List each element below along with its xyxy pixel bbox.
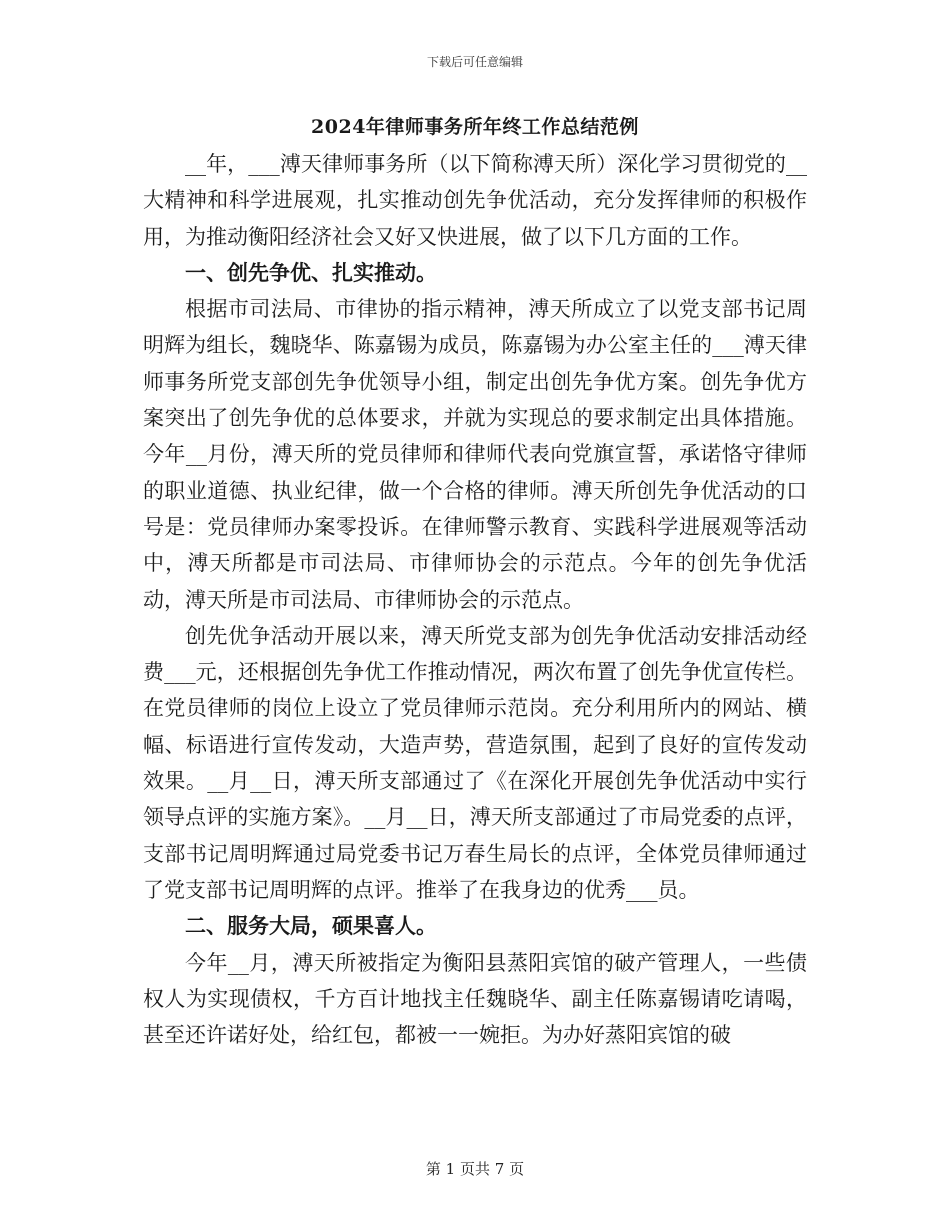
body-paragraph: 创先优争活动开展以来，溥天所党支部为创先争优活动安排活动经费___元，还根据创先争优工作推动情况，两次布置了创先争优宣传栏。在党员律师的岗位上设立了党员律师示范岗。充分利用所内的网站、横幅、标语进行宣传发动，大造声势，营造氛围，起到了良好的宣传发动效果。__月__日，溥天所支部通过了《在深化开展创先争优活动中实行领导点评的实施方案》。__月__日，溥天所支部通过了市局党委的点评，支部书记周明辉通过局党委书记万春生局长的点评，全体党员律师通过了党支部书记周明辉的点评。推举了在我身边的优秀___员。 xyxy=(143,623,807,902)
intro-paragraph: __年，___溥天律师事务所（以下简称溥天所）深化学习贯彻党的__大精神和科学进展观，扎实推动创先争优活动，充分发挥律师的积极作用，为推动衡阳经济社会又好又快进展，做了以下几方面的工作。 xyxy=(143,152,807,249)
section-heading-1: 一、创先争优、扎实推动。 xyxy=(185,259,437,285)
header-note: 下载后可任意编辑 xyxy=(426,55,523,69)
document-body xyxy=(143,146,807,1053)
body-paragraph: 根据市司法局、市律协的指示精神，溥天所成立了以党支部书记周明辉为组长，魏晓华、陈嘉锡为成员，陈嘉锡为办公室主任的___溥天律师事务所党支部创先争优领导小组，制定出创先争优方案。创先争优方案突出了创先争优的总体要求，并就为实现总的要求制定出具体措施。今年__月份，溥天所的党员律师和律师代表向党旗宣誓，承诺恪守律师的职业道德、执业纪律，做一个合格的律师。溥天所创先争优活动的口号是：党员律师办案零投诉。在律师警示教育、实践科学进展观等活动中，溥天所都是市司法局、市律师协会的示范点。今年的创先争优活动，溥天所是市司法局、市律师协会的示范点。 xyxy=(143,297,807,612)
section-heading-2: 二、服务大局，硕果喜人。 xyxy=(185,913,437,939)
page-number-footer: 第 1 页共 7 页 xyxy=(425,1160,525,1178)
body-paragraph: 今年__月，溥天所被指定为衡阳县蒸阳宾馆的破产管理人，一些债权人为实现债权，千方百计地找主任魏晓华、副主任陈嘉锡请吃请喝，甚至还许诺好处，给红包，都被一一婉拒。为办好蒸阳宾馆的破 xyxy=(143,950,807,1048)
document-title: 2024年律师事务所年终工作总结范例 xyxy=(311,116,639,138)
